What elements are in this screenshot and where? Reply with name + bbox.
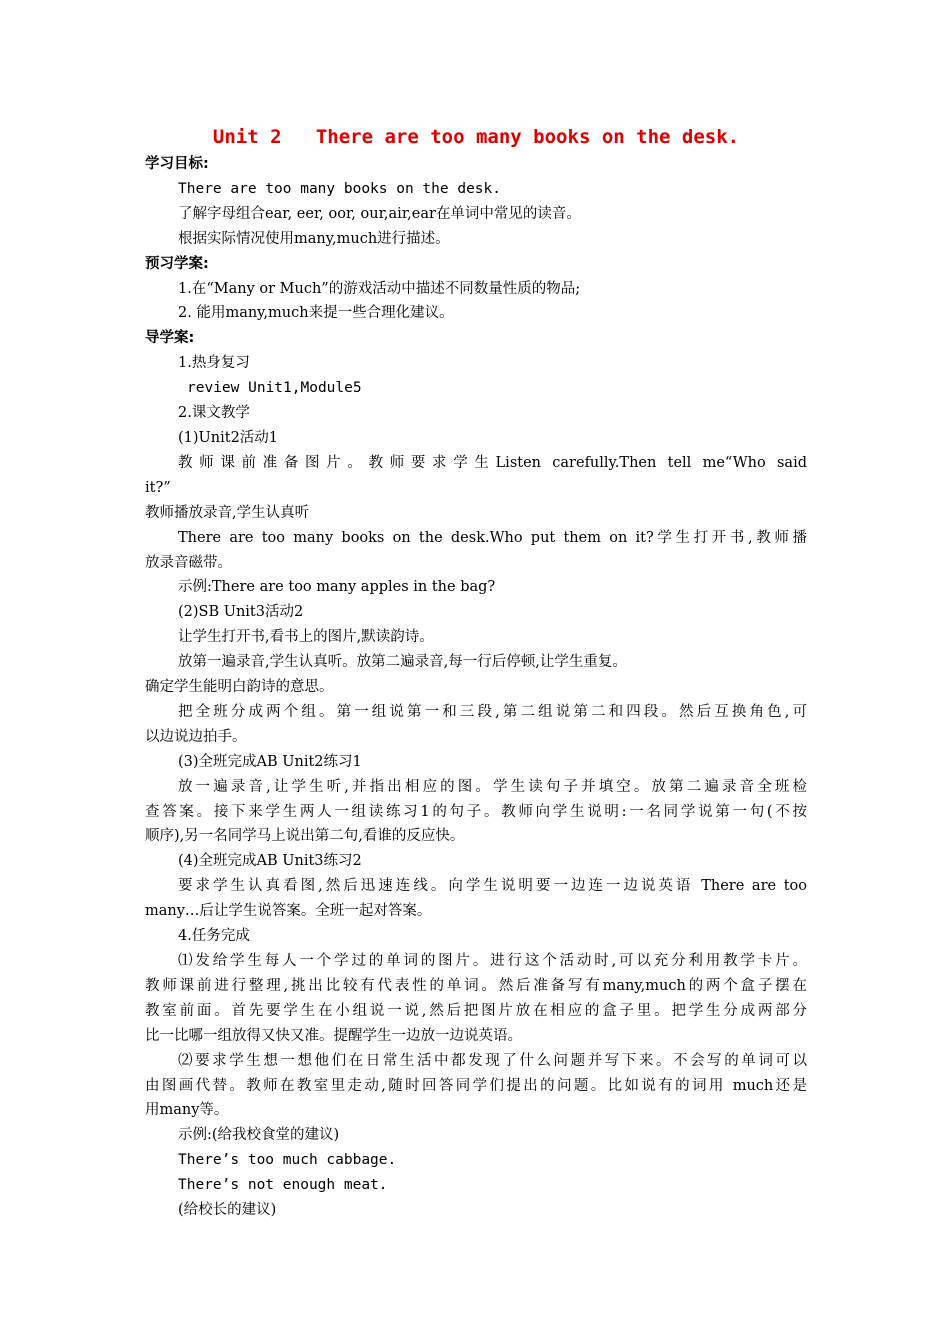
guide-line: review Unit1,Module5 [187, 380, 362, 397]
activity-text: 查答案。接下来学生两人一组读练习1的句子。教师向学生说明:一名同学说第一句(不按 [145, 803, 807, 820]
preview-line: 2. 能用many,much来提一些合理化建议。 [178, 305, 454, 322]
objective-line: There are too many books on the desk. [178, 180, 502, 197]
activity-text: 以边说边拍手。 [145, 728, 247, 745]
activity-text: There are too many books on the desk.Who put them on it?学生打开书,教师播 [178, 529, 807, 546]
objectives-heading: 学习目标: [145, 156, 209, 172]
guide-heading: 导学案: [145, 330, 195, 347]
task-text: 教师课前进行整理,挑出比较有代表性的单词。然后准备写有many,much的两个盒子摆在 [145, 977, 807, 994]
document-page [145, 122, 807, 1223]
activity-text: 放一遍录音,让学生听,并指出相应的图。学生读句子并填空。放第二遍录音全班检 [178, 778, 807, 795]
guide-line: 1.热身复习 [178, 355, 250, 372]
activity-example: 示例:There are too many apples in the bag? [178, 579, 496, 596]
task-title: 4.任务完成 [178, 928, 250, 945]
activity-text: 放录音磁带。 [145, 554, 232, 571]
activity-text: 把全班分成两个组。第一组说第一和三段,第二组说第二和四段。然后互换角色,可 [178, 703, 807, 720]
activity-title: (4)全班完成AB Unit3练习2 [178, 853, 362, 870]
task-text: ⑵要求学生想一想他们在日常生活中都发现了什么问题并写下来。不会写的单词可以 [178, 1052, 807, 1069]
task-text: 由图画代替。教师在教室里走动,随时回答同学们提出的问题。比如说有的词用 much还是 [145, 1077, 807, 1094]
objective-line: 了解字母组合ear, eer, oor, our,air,ear在单词中常见的读音。 [178, 205, 581, 222]
activity-text: 确定学生能明白韵诗的意思。 [145, 679, 334, 696]
example-title: 示例:(给我校食堂的建议) [178, 1127, 340, 1144]
task-text: 用many等。 [145, 1102, 229, 1119]
activity-text: 教师播放录音,学生认真听 [145, 504, 310, 521]
objective-line: 根据实际情况使用many,much进行描述。 [178, 230, 450, 247]
task-text: ⑴发给学生每人一个学过的单词的图片。进行这个活动时,可以充分利用教学卡片。 [178, 953, 807, 969]
page-title: Unit 2 There are too many books on the desk. [212, 126, 740, 148]
activity-text: 顺序),另一名同学马上说出第二句,看谁的反应快。 [145, 828, 465, 845]
example-line: There’s too much cabbage. [178, 1152, 397, 1169]
activity-text: 放第一遍录音,学生认真听。放第二遍录音,每一行后停顿,让学生重复。 [178, 654, 627, 671]
activity-text: 让学生打开书,看书上的图片,默读韵诗。 [178, 629, 434, 646]
activity-title: (1)Unit2活动1 [178, 429, 279, 446]
guide-line: 2.课文教学 [178, 405, 250, 422]
example-line: There’s not enough meat. [178, 1177, 388, 1194]
activity-text: 要求学生认真看图,然后迅速连线。向学生说明要一边连一边说英语 There are too [178, 878, 807, 895]
task-text: 教室前面。首先要学生在小组说一说,然后把图片放在相应的盒子里。把学生分成两部分 [145, 1002, 807, 1019]
preview-line: 1.在“Many or Much”的游戏活动中描述不同数量性质的物品; [178, 280, 581, 297]
activity-title: (2)SB Unit3活动2 [178, 604, 304, 621]
task-text: 比一比哪一组放得又快又准。提醒学生一边放一边说英语。 [145, 1027, 522, 1044]
activity-text: 教师课前准备图片。教师要求学生Listen carefully.Then tell me“Who said [178, 454, 807, 471]
activity-text: it?” [145, 479, 171, 496]
activity-text: many…后让学生说答案。全班一起对答案。 [145, 903, 432, 920]
activity-title: (3)全班完成AB Unit2练习1 [178, 753, 362, 770]
preview-heading: 预习学案: [145, 255, 209, 272]
example-line: (给校长的建议) [178, 1202, 277, 1219]
